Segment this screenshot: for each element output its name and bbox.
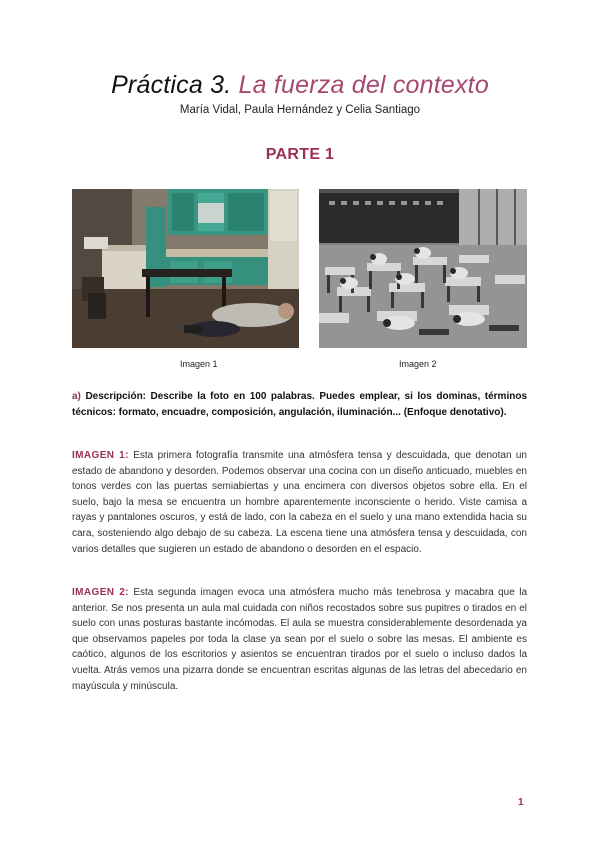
photo-classroom (319, 189, 527, 348)
figure-caption-2: Imagen 2 (399, 359, 437, 369)
question-letter: a) (72, 391, 81, 402)
photo-kitchen (72, 189, 299, 348)
authors-line: María Vidal, Paula Hernández y Celia Santiago (179, 104, 421, 116)
answer-label-1: IMAGEN 1: (72, 450, 129, 461)
title-main: Práctica 3. (111, 71, 232, 99)
section-heading: PARTE 1 (265, 146, 335, 163)
title-accent: La fuerza del contexto (238, 71, 489, 99)
answer-text-2: Esta segunda imagen evoca una atmósfera mucho más tenebrosa y macabra que la anterior. Se nos presenta un aula mal cuidada con niños recostados sobre sus pupitres o tirados en el suelo con unas posturas bastante incómodas. El aula se muestra considerablemente desordenada ya que observamos papeles por toda la clase ya sean por el suelo o sobre las mesas. El ambiente es caótico, algunos de los escritorios y asientos se encuentran tirados por el suelo o incluso dados la vuelta. Atrás vemos una pizarra donde se encuentran escritas algunas de las letras del abecedario en mayúscula y minúscula. (72, 587, 528, 692)
figure-caption-1: Imagen 1 (180, 359, 218, 369)
answer-text-1: Esta primera fotografía transmite una atmósfera tensa y descuidada, que denotan un estado de abandono y desorden. Podemos observar una cocina con un diseño anticuado, muebles en tonos verdes con las puertas semiabiertas y una encimera con diversos objetos sobre ella. En el suelo, bajo la mesa se encuentra un hombre aparentemente inconsciente o herido. Viste camisa a rayas y pantalones oscuros, y está de lado, con la cabeza en el suelo y una mano extendida hacia su cara, sosteniendo algo debajo de su cabeza. La escena tiene una atmósfera tensa y descuidada, con varios detalles que sugieren un estado de abandono o desorden en el espacio. (72, 450, 527, 555)
answer-paragraph-1 (72, 448, 527, 557)
question-prompt (72, 389, 527, 420)
answer-paragraph-2 (72, 585, 527, 694)
question-text: Descripción: Describe la foto en 100 palabras. Puedes emplear, si los dominas, términos técnicos: formato, encuadre, composición, angulación, iluminación... (Enfoque denotativo). (72, 391, 528, 418)
page-number: 1 (518, 797, 524, 808)
answer-label-2: IMAGEN 2: (72, 587, 129, 598)
document-title (0, 71, 600, 100)
